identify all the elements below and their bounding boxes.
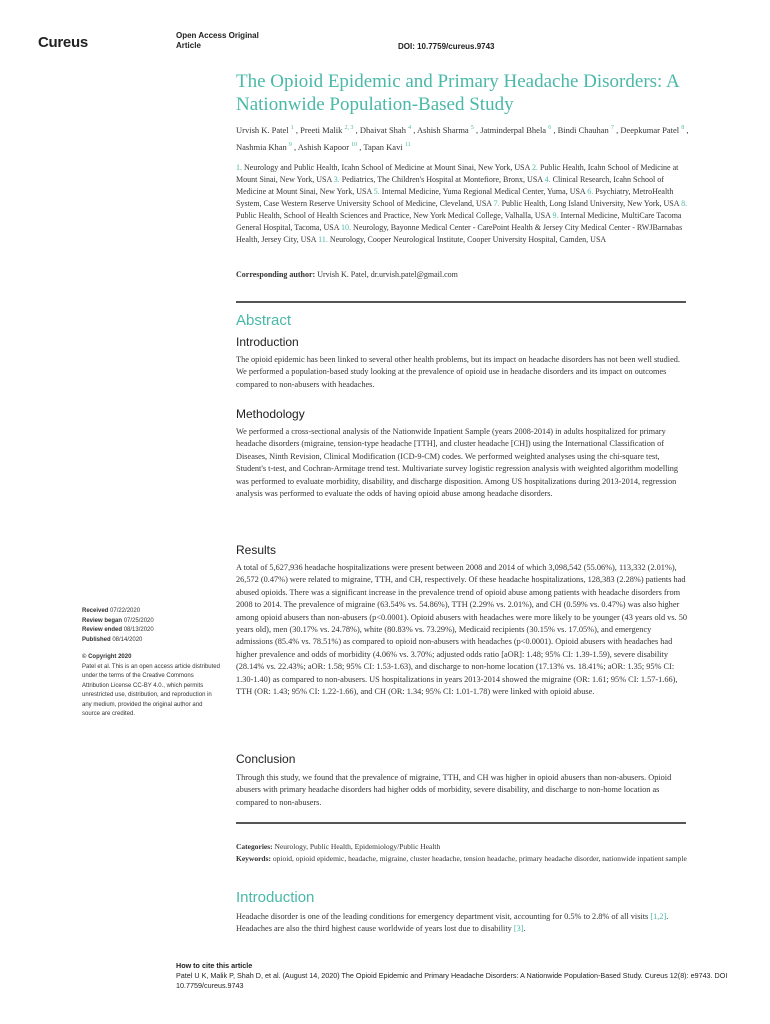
affiliation-number: 8.	[681, 199, 688, 208]
author-affiliation-marker: 7	[610, 125, 614, 131]
author-name[interactable]: Deepkumar Patel	[620, 124, 682, 135]
abstract-heading: Abstract	[236, 312, 292, 329]
article-type	[176, 31, 259, 51]
corresponding-label: Corresponding author:	[236, 270, 316, 279]
affiliation-number: 10.	[341, 223, 354, 232]
affiliation-number: 6.	[587, 187, 596, 196]
review-began-row: Review began 07/25/2020	[82, 617, 154, 624]
author-name[interactable]: Urvish K. Patel	[236, 124, 291, 135]
author-name[interactable]: Nashmia Khan	[236, 141, 289, 152]
abstract-results-text: A total of 5,627,936 headache hospitalizations were present between 2008 and 2014 of which 3,098,542 (55.06%), 113,332 (2.01%), 26,572 (0.47%) were related to migraine, TTH, and CH, respectively. Of these headache hospitalizations, 128,383 (2.28%) patients had abused opioids. There was a significant increase in the prevalence trend of opioid abuse among patients with headache disorders from 2008 to 2014. The prevalence of migraine (63.54% vs. 54.86%), TTH (2.29% vs. 2.01%), and CH (0.59% vs. 0.47%) was also higher among opioid abusers than non-abusers (p<0.0001). Opioid abusers with headaches were more likely to be younger (43 years old vs. 50 years old), men (30.17% vs. 24.78%), white (80.83% vs. 73.29%), Medicaid recipients (30.15% vs. 17.05%), and emergency admissions (85.4% vs. 78.51%) as compared to opioid non-abusers with headaches (p<0.0001). Opioid abusers with headaches had higher prevalence and odds of morbidity (4.06% vs. 3.70%; adjusted odds ratio [aOR]: 1.48; 95% CI: 1.39-1.59), severe disability (28.14% vs. 22.43%; aOR: 1.58; 95% CI: 1.53-1.63), and discharge to non-home location (17.13% vs. 18.41%; aOR: 1.35; 95% CI: 1.30-1.40) as compared to non-abusers. US hospitalizations in years 2013-2014 showed the migraine (OR: 1.61; 95% CI: 1.57-1.66), TTH (OR: 1.43; 95% CI: 1.22-1.66), and CH (OR: 1.34; 95% CI: 1.01-1.78) were linked with opioid abuse.	[236, 563, 687, 697]
article-title: The Opioid Epidemic and Primary Headache Disorders: A Nationwide Population-Based Study	[236, 71, 679, 115]
affiliation-text: Public Health, School of Health Sciences and Practice, New York Medical College, Valhalla, USA	[236, 211, 553, 220]
review-ended-date: 08/13/2020	[123, 627, 154, 633]
abstract-intro-heading: Introduction	[236, 335, 299, 349]
author-name[interactable]: Dhaivat Shah	[359, 124, 409, 135]
author-affiliation-marker: 1	[290, 125, 294, 131]
affiliation-text: Neurology, Bayonne Medical Center - CarePoint Health & Jersey City Medical Center - RWJBarnabas Health, Jersey City, USA	[236, 223, 683, 244]
article-type-line2: Article	[176, 41, 201, 50]
author-affiliation-marker: 5	[470, 125, 474, 131]
affiliation-text: Public Health, Long Island University, New York, USA	[501, 199, 682, 208]
affiliation-text: Neurology, Cooper Neurological Institute, Cooper University Hospital, Camden, USA	[329, 235, 607, 244]
received-row: Received 07/22/2020	[82, 608, 141, 614]
author-affiliation-marker: 8	[681, 125, 685, 131]
author-affiliation-marker: 10	[351, 141, 358, 148]
author-name[interactable]: Ashish Sharma	[417, 124, 471, 135]
abstract-methods-text: We performed a cross-sectional analysis of the Nationwide Inpatient Sample (years 2008-2014) in adults hospitalized for primary headache disorders (migraine, tension-type headache [TTH], and cluster headache [CH]) using the International Classification of Diseases, Ninth Revision, Clinical Modification (ICD-9-CM) codes. We performed weighted analyses using the chi-square test, Student's t-test, and Cochran-Armitage trend test. Multivariate survey logistic regression analysis with weighted algorithm modelling was performed to evaluate morbidity, disability, and discharge disposition. Among US hospitalizations during 2013-2014, regression analysis was performed to evaluate the odds of having opioid abuse among headache disorders.	[236, 427, 679, 499]
review-began-date: 07/25/2020	[123, 617, 154, 624]
affiliation-text: Psychiatry, MetroHealth System, Case Western Reserve University School of Medicine, Cleveland, USA	[236, 187, 674, 208]
author-name[interactable]: Ashish Kapoor	[297, 141, 352, 152]
affiliation-number: 5.	[373, 187, 382, 196]
author-name[interactable]: Tapan Kavi	[363, 141, 405, 152]
author-list: Urvish K. Patel $^1$ , Preeti Malik $^{2, 3}$ , Dhaivat Shah $^4$ , Ashish Sharma $^5$ , Jatminderpal Bhela $^6$ , Bindi Chauhan $^7$ , Deepkumar Patel $^8$ , Nashmia Khan $^9$ , Ashish Kapoor $^{10}$ , Tapan Kavi $^{11}$	[236, 124, 689, 152]
divider	[236, 822, 686, 824]
abstract-conclusion-heading: Conclusion	[236, 752, 296, 766]
license-text: Patel et al. This is an open access article distributed under the terms of the Creative Commons Attribution License CC-BY 4.0., which permits unrestricted use, distribution, and reproduction in any medium, provided the original author and source are credited.	[82, 663, 220, 717]
affiliation-number: 2.	[531, 163, 540, 172]
abstract-conclusion-text: Through this study, we found that the prevalence of migraine, TTH, and CH was higher in opioid abusers than non-abusers. Opioid abusers with primary headache disorders had higher odds of morbidity, severe disability, and discharge to non-home location as compared to non-abusers.	[236, 773, 672, 807]
journal-logo: Cureus	[38, 34, 88, 51]
reference-link[interactable]: [3]	[513, 924, 524, 934]
affiliation-number: 7.	[493, 199, 502, 208]
categories-keywords	[236, 841, 688, 864]
divider	[236, 301, 686, 303]
affiliation-list	[236, 162, 696, 246]
copyright-line: © Copyright 2020	[82, 654, 132, 660]
published-row: Published 08/14/2020	[82, 636, 143, 643]
affiliation-number: 3.	[333, 175, 342, 184]
introduction-heading: Introduction	[236, 889, 315, 906]
abstract-intro-text: The opioid epidemic has been linked to several other health problems, but its impact on headache disorders has not been well studied. We performed a population-based study looking at the prevalence of opioid use in headache disorders and its impact on outcomes compared to non-abusers with headaches.	[236, 355, 680, 389]
author-affiliation-marker: 4	[408, 125, 412, 131]
citation-block	[176, 961, 756, 991]
affiliation-text: Clinical Research, Icahn School of Medicine at Mount Sinai, New York, USA	[236, 175, 664, 196]
author-affiliation-marker: 11	[404, 141, 411, 148]
affiliation-number: 9.	[552, 211, 561, 220]
corresponding-author	[236, 270, 696, 279]
introduction-text: Headache disorder is one of the leading conditions for emergency department visit, accounting for 0.5% to 2.8% of all visits [1,2]. Headaches are also the third highest cause worldwide of years lost due to disability [3].	[236, 912, 669, 934]
article-type-line1: Open Access Original	[176, 31, 259, 40]
review-ended-row: Review ended 08/13/2020	[82, 627, 154, 633]
author-name[interactable]: Preeti Malik	[300, 124, 345, 135]
affiliation-text: Internal Medicine, MultiCare Tacoma General Hospital, Tacoma, USA	[236, 211, 682, 232]
categories-row: Categories: Neurology, Public Health, Epidemiology/Public Health	[236, 842, 441, 851]
affiliation-number: 11.	[318, 235, 330, 244]
author-affiliation-marker: 9	[288, 141, 292, 148]
reference-link[interactable]: [1,2]	[650, 912, 667, 921]
keywords-row: Keywords: opioid, opioid epidemic, headache, migraine, cluster headache, tension headache, primary headache disorder, nationwide inpatient sample	[236, 853, 687, 863]
published-date: 08/14/2020	[112, 636, 143, 643]
doi-link[interactable]: DOI: 10.7759/cureus.9743	[398, 42, 495, 51]
affiliation-text: Internal Medicine, Yuma Regional Medical Center, Yuma, USA	[381, 187, 588, 196]
author-affiliation-marker: 2, 3	[344, 125, 354, 131]
affiliation-text: Public Health, Icahn School of Medicine at Mount Sinai, New York, USA	[236, 163, 679, 184]
author-affiliation-marker: 6	[548, 125, 552, 131]
affiliation-text: Neurology and Public Health, Icahn School of Medicine at Mount Sinai, New York, USA	[244, 163, 532, 172]
received-date: 07/22/2020	[110, 608, 141, 614]
affiliation-number: 4.	[544, 175, 553, 184]
publication-history	[82, 607, 222, 720]
affiliation-text: Pediatrics, The Children's Hospital at Montefiore, Bronx, USA	[341, 175, 545, 184]
citation-text: Patel U K, Malik P, Shah D, et al. (August 14, 2020) The Opioid Epidemic and Primary Headache Disorders: A Nationwide Population-Based Study. Cureus 12(8): e9743. DOI 10.7759/cureus.9743	[176, 971, 728, 990]
author-name[interactable]: Bindi Chauhan	[557, 124, 611, 135]
abstract-methods-heading: Methodology	[236, 407, 305, 421]
affiliation-number: 1.	[236, 163, 244, 172]
abstract-results-heading: Results	[236, 543, 277, 557]
citation-heading: How to cite this article	[176, 961, 253, 970]
author-name[interactable]: Jatminderpal Bhela	[480, 124, 549, 135]
corresponding-value[interactable]: Urvish K. Patel, dr.urvish.patel@gmail.com	[317, 270, 458, 279]
